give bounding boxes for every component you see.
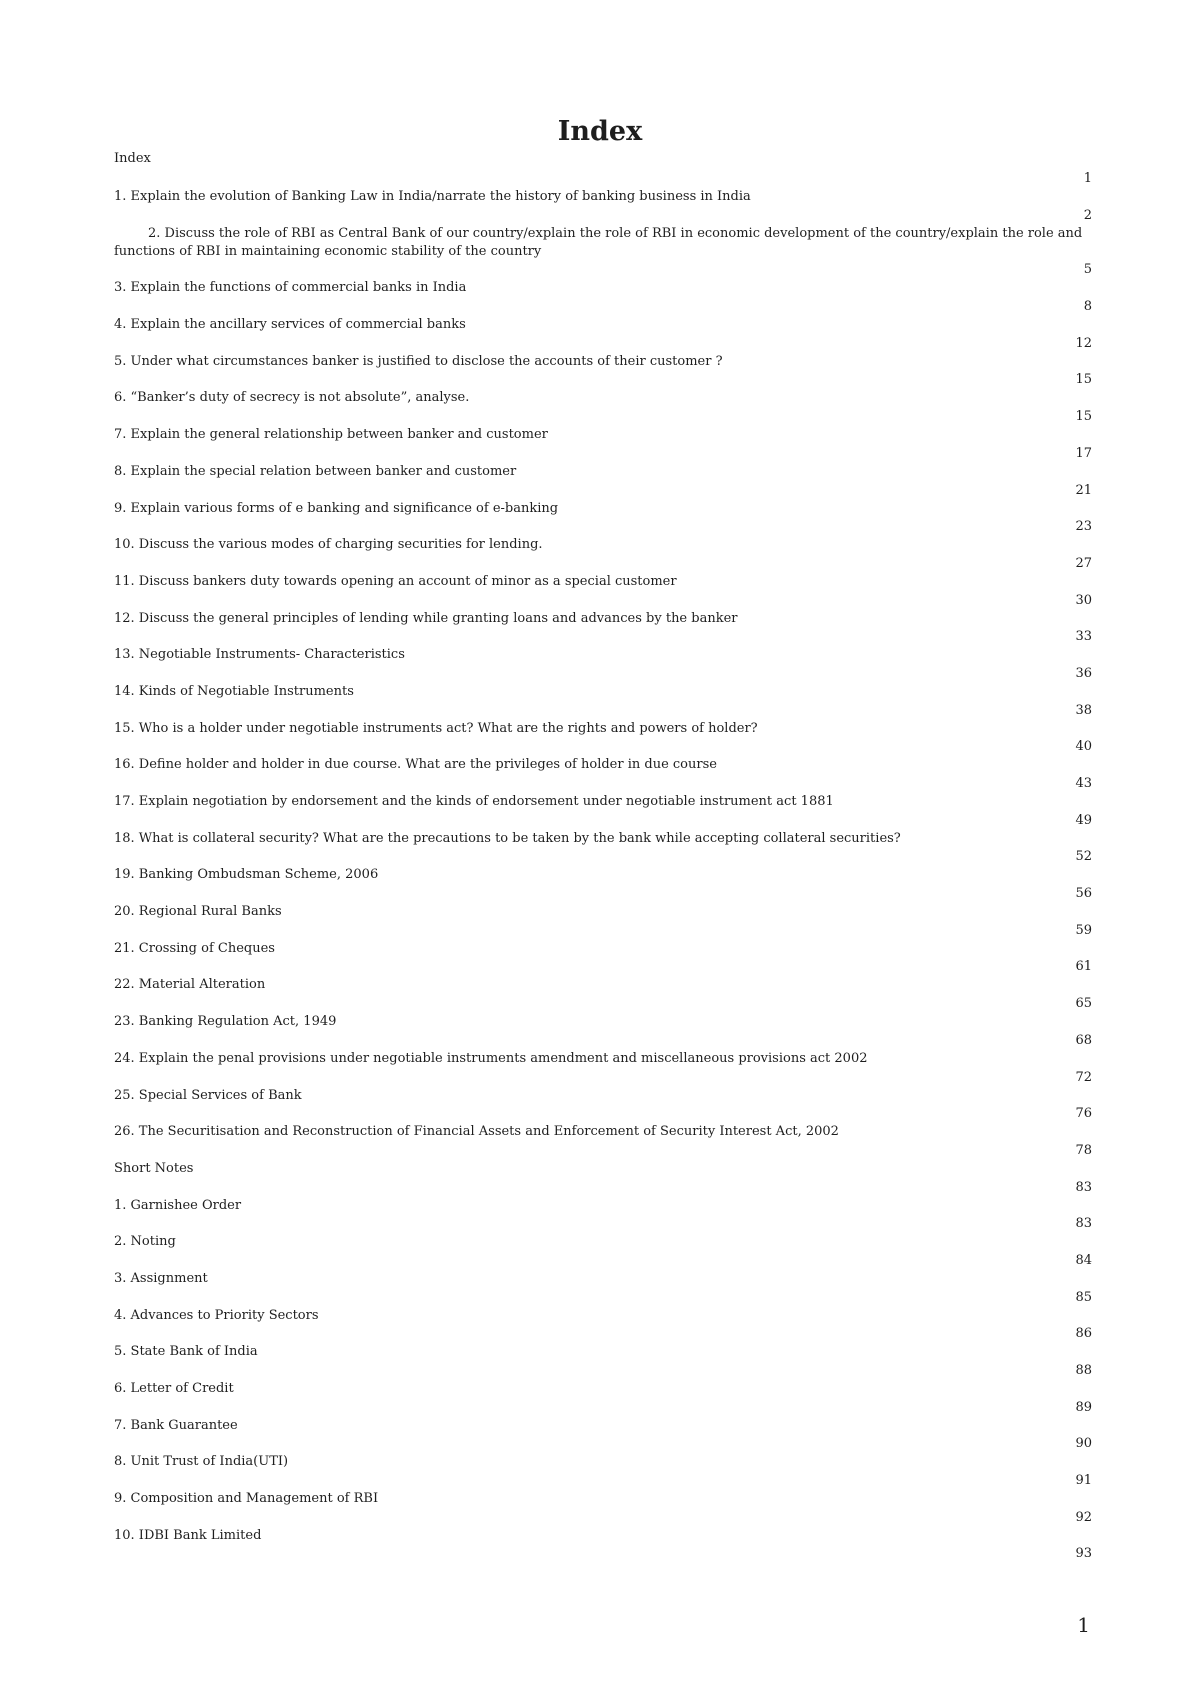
toc-entry-text: 17. Explain negotiation by endorsement and the kinds of endorsement under negotiable instrument act 1881 <box>114 794 834 809</box>
toc-entry-text: 21. Crossing of Cheques <box>114 940 275 956</box>
toc-page-number: 2 <box>1083 207 1092 223</box>
toc-entry[interactable] <box>114 655 1092 699</box>
toc-entry[interactable] <box>114 197 1092 259</box>
toc-entry[interactable] <box>114 838 1092 883</box>
toc-page-number: 83 <box>1075 1179 1092 1195</box>
toc-entry[interactable] <box>114 1279 1092 1323</box>
toc-entry-text: 10. Discuss the various modes of charging securities for lending. <box>114 537 543 553</box>
toc-entry[interactable] <box>114 288 1092 333</box>
toc-entry[interactable] <box>114 1315 1092 1360</box>
toc-entry-text: 6. Letter of Credit <box>114 1381 234 1396</box>
toc-page-number: 36 <box>1075 665 1092 681</box>
toc-entry-text: Short Notes <box>114 1160 194 1176</box>
toc-entry-text: 3. Assignment <box>114 1270 208 1286</box>
table-of-contents <box>114 160 1092 1572</box>
toc-entry-text: 10. IDBI Bank Limited <box>114 1527 262 1543</box>
toc-entry-text: 9. Explain various forms of e banking and significance of e-banking <box>114 500 559 516</box>
toc-entry-text: 18. What is collateral security? What are the precautions to be taken by the bank while accepting collateral securities? <box>114 830 901 846</box>
toc-entry[interactable] <box>114 582 1092 626</box>
toc-entry[interactable] <box>114 1425 1092 1470</box>
toc-entry-text: 15. Who is a holder under negotiable instruments act? What are the rights and powers of holder? <box>114 720 758 736</box>
toc-page-number: 52 <box>1075 849 1092 865</box>
toc-page-number: 93 <box>1075 1546 1092 1562</box>
toc-entry[interactable] <box>114 1352 1092 1396</box>
toc-entry-text: 13. Negotiable Instruments- Characteristics <box>114 647 405 663</box>
toc-entry-text: 20. Regional Rural Banks <box>114 904 282 920</box>
toc-page-number: 5 <box>1083 262 1092 278</box>
toc-entry-text: 26. The Securitisation and Reconstruction of Financial Assets and Enforcement of Security Interest Act, 2002 <box>114 1124 839 1140</box>
toc-entry[interactable] <box>114 1462 1092 1507</box>
index-label: Index <box>114 151 151 166</box>
toc-entry-text: 4. Advances to Priority Sectors <box>114 1307 319 1323</box>
toc-entry-text: 25. Special Services of Bank <box>114 1087 302 1103</box>
toc-entry-text: 24. Explain the penal provisions under negotiable instruments amendment and miscellaneous provisions act 2002 <box>114 1050 868 1066</box>
toc-entry-text: 5. State Bank of India <box>114 1344 258 1360</box>
toc-entry[interactable] <box>114 1499 1092 1543</box>
toc-entry[interactable] <box>114 545 1092 589</box>
toc-page-number: 83 <box>1075 1216 1092 1232</box>
toc-page-number: 86 <box>1075 1326 1092 1342</box>
toc-entry[interactable] <box>114 1095 1092 1140</box>
toc-entry[interactable] <box>114 802 1092 846</box>
toc-entry-text: 8. Unit Trust of India(UTI) <box>114 1454 289 1470</box>
toc-entry[interactable] <box>114 1059 1092 1103</box>
toc-page-number: 27 <box>1075 555 1092 571</box>
toc-page-number: 17 <box>1075 445 1092 461</box>
toc-entry-text: 5. Under what circumstances banker is justified to disclose the accounts of their customer ? <box>114 353 723 369</box>
toc-entry[interactable] <box>114 1389 1092 1433</box>
toc-page-number: 8 <box>1083 299 1092 315</box>
toc-page-number: 84 <box>1075 1252 1092 1268</box>
toc-entry[interactable] <box>114 692 1092 736</box>
toc-entry-text: 7. Bank Guarantee <box>114 1417 238 1433</box>
toc-entry-text: 23. Banking Regulation Act, 1949 <box>114 1014 337 1030</box>
toc-entry[interactable] <box>114 618 1092 663</box>
toc-page-number: 85 <box>1075 1289 1092 1305</box>
toc-entry-text: 3. Explain the functions of commercial banks in India <box>114 280 467 296</box>
toc-page-number: 89 <box>1075 1399 1092 1415</box>
toc-page-number: 38 <box>1075 702 1092 718</box>
toc-page-number: 61 <box>1075 959 1092 975</box>
toc-entry[interactable] <box>114 325 1092 369</box>
toc-page-number: 49 <box>1075 812 1092 828</box>
toc-entry-text: 16. Define holder and holder in due course. What are the privileges of holder in due course <box>114 757 717 773</box>
toc-page-number: 92 <box>1075 1509 1092 1525</box>
toc-entry[interactable] <box>114 251 1092 296</box>
toc-page-number: 78 <box>1075 1142 1092 1158</box>
toc-entry[interactable] <box>114 508 1092 553</box>
page-title: Index <box>557 116 643 147</box>
toc-entry-text: 7. Explain the general relationship between banker and customer <box>114 427 548 443</box>
toc-entry-text: 11. Discuss bankers duty towards opening an account of minor as a special customer <box>114 573 677 589</box>
toc-entry[interactable] <box>114 1022 1092 1066</box>
toc-entry[interactable] <box>114 472 1092 516</box>
toc-page-number: 59 <box>1075 922 1092 938</box>
toc-entry[interactable] <box>114 912 1092 956</box>
toc-entry[interactable] <box>114 1535 1092 1572</box>
toc-entry-text: 1. Garnishee Order <box>114 1197 242 1213</box>
toc-entry-text: 19. Banking Ombudsman Scheme, 2006 <box>114 867 379 883</box>
toc-entry-text: 14. Kinds of Negotiable Instruments <box>114 683 354 699</box>
toc-entry-text: 2. Discuss the role of RBI as Central Bank of our country/explain the role of RBI in economic development of the country/explain the role and functions of RBI in maintaining economic stability of the country <box>114 225 1083 259</box>
toc-entry-text: 8. Explain the special relation between banker and customer <box>114 463 517 479</box>
toc-page-number: 76 <box>1075 1106 1092 1122</box>
toc-page-number: 1 <box>1083 171 1092 186</box>
toc-entry[interactable] <box>114 948 1092 993</box>
toc-entry[interactable] <box>114 1205 1092 1250</box>
toc-section-heading[interactable] <box>114 1132 1092 1176</box>
toc-entry[interactable] <box>114 728 1092 773</box>
toc-page-number: 68 <box>1075 1032 1092 1048</box>
toc-page-number: 90 <box>1075 1436 1092 1452</box>
toc-entry-text: 6. “Banker’s duty of secrecy is not absolute”, analyse. <box>114 390 470 406</box>
toc-entry[interactable] <box>114 398 1092 443</box>
toc-page-number: 23 <box>1075 519 1092 535</box>
toc-entry-text: 2. Noting <box>114 1234 176 1250</box>
toc-entry[interactable] <box>114 1242 1092 1286</box>
toc-entry[interactable] <box>114 361 1092 406</box>
toc-page-number: 15 <box>1075 409 1092 425</box>
toc-entry[interactable] <box>114 765 1092 809</box>
toc-entry[interactable] <box>114 1169 1092 1213</box>
toc-entry-text: 9. Composition and Management of RBI <box>114 1491 379 1507</box>
toc-page-number: 72 <box>1075 1069 1092 1085</box>
toc-page-number: 15 <box>1075 372 1092 388</box>
toc-entry-text: 12. Discuss the general principles of lending while granting loans and advances by the banker <box>114 610 738 626</box>
toc-page-number: 40 <box>1075 739 1092 755</box>
toc-page-number: 56 <box>1075 886 1092 902</box>
toc-page-number: 91 <box>1075 1473 1092 1489</box>
toc-entry[interactable] <box>114 160 1092 204</box>
toc-entry-text: 22. Material Alteration <box>114 977 266 993</box>
toc-page-number: 43 <box>1075 776 1092 791</box>
toc-page-number: 12 <box>1075 335 1092 351</box>
toc-entry-text: 4. Explain the ancillary services of commercial banks <box>114 317 466 333</box>
toc-page-number: 21 <box>1075 482 1092 498</box>
toc-page-number: 88 <box>1075 1363 1092 1378</box>
toc-entry[interactable] <box>114 435 1092 479</box>
toc-page-number: 65 <box>1075 996 1092 1012</box>
page-number: 1 <box>1077 1613 1090 1637</box>
toc-page-number: 33 <box>1075 629 1092 645</box>
toc-entry-text: 1. Explain the evolution of Banking Law in India/narrate the history of banking business in India <box>114 189 751 204</box>
toc-entry[interactable] <box>114 985 1092 1030</box>
toc-entry[interactable] <box>114 875 1092 920</box>
toc-page-number: 30 <box>1075 592 1092 608</box>
